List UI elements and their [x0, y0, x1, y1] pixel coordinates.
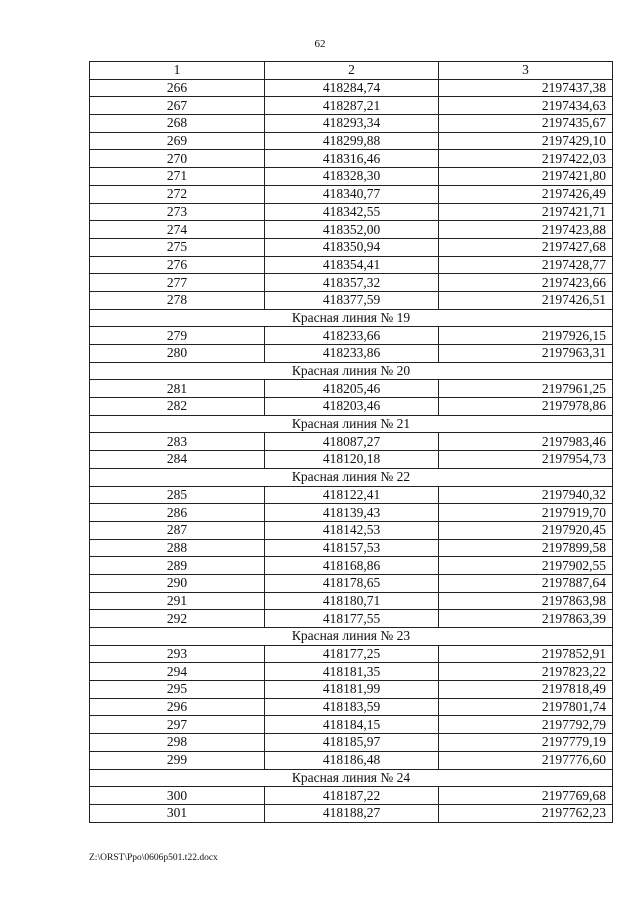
coord-x-cell: 418350,94 [265, 238, 439, 256]
coord-x-cell: 418205,46 [265, 380, 439, 398]
coord-x-cell: 418184,15 [265, 716, 439, 734]
section-heading: Красная линия № 22 [90, 468, 613, 486]
column-header-y: 3 [439, 62, 613, 80]
table-row [90, 327, 613, 345]
point-number-cell: 286 [90, 504, 265, 522]
coord-y-cell: 2197940,32 [439, 486, 613, 504]
table-row [90, 486, 613, 504]
table-row [90, 238, 613, 256]
coord-y-cell: 2197823,22 [439, 663, 613, 681]
coord-y-cell: 2197954,73 [439, 451, 613, 469]
point-number-cell: 287 [90, 521, 265, 539]
coord-x-cell: 418316,46 [265, 150, 439, 168]
section-heading: Красная линия № 21 [90, 415, 613, 433]
coord-x-cell: 418287,21 [265, 97, 439, 115]
coord-x-cell: 418185,97 [265, 734, 439, 752]
table-row [90, 787, 613, 805]
table-header [90, 62, 613, 80]
table-row [90, 256, 613, 274]
coord-x-cell: 418186,48 [265, 751, 439, 769]
coord-x-cell: 418293,34 [265, 115, 439, 133]
coord-x-cell: 418142,53 [265, 521, 439, 539]
footer-file-path: Z:\ORST\Ppo\0606p501.t22.docx [89, 853, 218, 863]
point-number-cell: 295 [90, 681, 265, 699]
coord-x-cell: 418233,66 [265, 327, 439, 345]
table-row [90, 592, 613, 610]
coord-y-cell: 2197779,19 [439, 734, 613, 752]
section-heading-row [90, 415, 613, 433]
coord-y-cell: 2197983,46 [439, 433, 613, 451]
coord-x-cell: 418177,25 [265, 645, 439, 663]
coord-x-cell: 418233,86 [265, 345, 439, 363]
coord-x-cell: 418377,59 [265, 291, 439, 309]
table-row [90, 521, 613, 539]
table-row [90, 557, 613, 575]
table-row [90, 610, 613, 628]
point-number-cell: 294 [90, 663, 265, 681]
coord-x-cell: 418203,46 [265, 398, 439, 416]
point-number-cell: 288 [90, 539, 265, 557]
coord-x-cell: 418120,18 [265, 451, 439, 469]
table-row [90, 97, 613, 115]
column-header-x: 2 [265, 62, 439, 80]
section-heading-row [90, 309, 613, 327]
table-row [90, 291, 613, 309]
point-number-cell: 301 [90, 804, 265, 822]
coord-x-cell: 418181,35 [265, 663, 439, 681]
coord-y-cell: 2197437,38 [439, 79, 613, 97]
section-heading-row [90, 628, 613, 646]
table-row [90, 398, 613, 416]
table-body [90, 79, 613, 822]
table-row [90, 115, 613, 133]
coord-y-cell: 2197426,49 [439, 185, 613, 203]
coord-y-cell: 2197762,23 [439, 804, 613, 822]
table-row [90, 132, 613, 150]
coord-y-cell: 2197776,60 [439, 751, 613, 769]
coord-x-cell: 418284,74 [265, 79, 439, 97]
coord-x-cell: 418183,59 [265, 698, 439, 716]
table-row [90, 663, 613, 681]
coord-x-cell: 418342,55 [265, 203, 439, 221]
coord-y-cell: 2197961,25 [439, 380, 613, 398]
point-number-cell: 299 [90, 751, 265, 769]
coord-x-cell: 418122,41 [265, 486, 439, 504]
point-number-cell: 279 [90, 327, 265, 345]
coord-y-cell: 2197899,58 [439, 539, 613, 557]
point-number-cell: 272 [90, 185, 265, 203]
coord-x-cell: 418340,77 [265, 185, 439, 203]
coord-y-cell: 2197926,15 [439, 327, 613, 345]
point-number-cell: 296 [90, 698, 265, 716]
table-row [90, 274, 613, 292]
coord-y-cell: 2197423,88 [439, 221, 613, 239]
coord-x-cell: 418187,22 [265, 787, 439, 805]
table-row [90, 79, 613, 97]
point-number-cell: 266 [90, 79, 265, 97]
point-number-cell: 284 [90, 451, 265, 469]
coord-y-cell: 2197920,45 [439, 521, 613, 539]
point-number-cell: 280 [90, 345, 265, 363]
coord-y-cell: 2197427,68 [439, 238, 613, 256]
coord-x-cell: 418087,27 [265, 433, 439, 451]
coord-y-cell: 2197978,86 [439, 398, 613, 416]
coord-x-cell: 418188,27 [265, 804, 439, 822]
table-row [90, 185, 613, 203]
coord-y-cell: 2197818,49 [439, 681, 613, 699]
coord-y-cell: 2197421,71 [439, 203, 613, 221]
point-number-cell: 285 [90, 486, 265, 504]
coord-x-cell: 418157,53 [265, 539, 439, 557]
point-number-cell: 267 [90, 97, 265, 115]
table-row [90, 168, 613, 186]
page-number: 62 [314, 38, 326, 50]
point-number-cell: 269 [90, 132, 265, 150]
header-row [90, 62, 613, 80]
table-row [90, 221, 613, 239]
table-row [90, 380, 613, 398]
point-number-cell: 291 [90, 592, 265, 610]
coord-x-cell: 418352,00 [265, 221, 439, 239]
coord-x-cell: 418299,88 [265, 132, 439, 150]
coord-x-cell: 418180,71 [265, 592, 439, 610]
coord-y-cell: 2197919,70 [439, 504, 613, 522]
table-row [90, 734, 613, 752]
point-number-cell: 275 [90, 238, 265, 256]
point-number-cell: 292 [90, 610, 265, 628]
table-row [90, 504, 613, 522]
table-row [90, 698, 613, 716]
table-row [90, 539, 613, 557]
coord-y-cell: 2197421,80 [439, 168, 613, 186]
coord-y-cell: 2197792,79 [439, 716, 613, 734]
coord-y-cell: 2197863,98 [439, 592, 613, 610]
table-row [90, 681, 613, 699]
table-row [90, 203, 613, 221]
point-number-cell: 281 [90, 380, 265, 398]
point-number-cell: 283 [90, 433, 265, 451]
point-number-cell: 297 [90, 716, 265, 734]
section-heading-row [90, 769, 613, 787]
section-heading: Красная линия № 19 [90, 309, 613, 327]
section-heading-row [90, 468, 613, 486]
coord-y-cell: 2197429,10 [439, 132, 613, 150]
point-number-cell: 293 [90, 645, 265, 663]
coord-y-cell: 2197963,31 [439, 345, 613, 363]
point-number-cell: 298 [90, 734, 265, 752]
coord-y-cell: 2197426,51 [439, 291, 613, 309]
point-number-cell: 273 [90, 203, 265, 221]
table-row [90, 451, 613, 469]
coord-y-cell: 2197434,63 [439, 97, 613, 115]
point-number-cell: 278 [90, 291, 265, 309]
table-row [90, 716, 613, 734]
point-number-cell: 277 [90, 274, 265, 292]
coord-y-cell: 2197902,55 [439, 557, 613, 575]
point-number-cell: 282 [90, 398, 265, 416]
coord-y-cell: 2197769,68 [439, 787, 613, 805]
coord-y-cell: 2197863,39 [439, 610, 613, 628]
coordinates-table [89, 61, 613, 823]
coord-y-cell: 2197428,77 [439, 256, 613, 274]
coord-x-cell: 418181,99 [265, 681, 439, 699]
point-number-cell: 300 [90, 787, 265, 805]
coord-y-cell: 2197852,91 [439, 645, 613, 663]
coord-x-cell: 418139,43 [265, 504, 439, 522]
point-number-cell: 289 [90, 557, 265, 575]
coord-x-cell: 418357,32 [265, 274, 439, 292]
coord-y-cell: 2197887,64 [439, 574, 613, 592]
table-row [90, 345, 613, 363]
section-heading: Красная линия № 20 [90, 362, 613, 380]
coord-x-cell: 418328,30 [265, 168, 439, 186]
coord-y-cell: 2197423,66 [439, 274, 613, 292]
point-number-cell: 274 [90, 221, 265, 239]
coord-y-cell: 2197422,03 [439, 150, 613, 168]
column-header-number: 1 [90, 62, 265, 80]
coord-y-cell: 2197801,74 [439, 698, 613, 716]
point-number-cell: 268 [90, 115, 265, 133]
coord-x-cell: 418178,65 [265, 574, 439, 592]
point-number-cell: 290 [90, 574, 265, 592]
coord-x-cell: 418168,86 [265, 557, 439, 575]
point-number-cell: 271 [90, 168, 265, 186]
point-number-cell: 276 [90, 256, 265, 274]
coord-y-cell: 2197435,67 [439, 115, 613, 133]
point-number-cell: 270 [90, 150, 265, 168]
table-row [90, 150, 613, 168]
table-row [90, 645, 613, 663]
table-row [90, 804, 613, 822]
table-row [90, 433, 613, 451]
section-heading-row [90, 362, 613, 380]
table-row [90, 751, 613, 769]
section-heading: Красная линия № 23 [90, 628, 613, 646]
coord-x-cell: 418177,55 [265, 610, 439, 628]
section-heading: Красная линия № 24 [90, 769, 613, 787]
table-row [90, 574, 613, 592]
coord-x-cell: 418354,41 [265, 256, 439, 274]
